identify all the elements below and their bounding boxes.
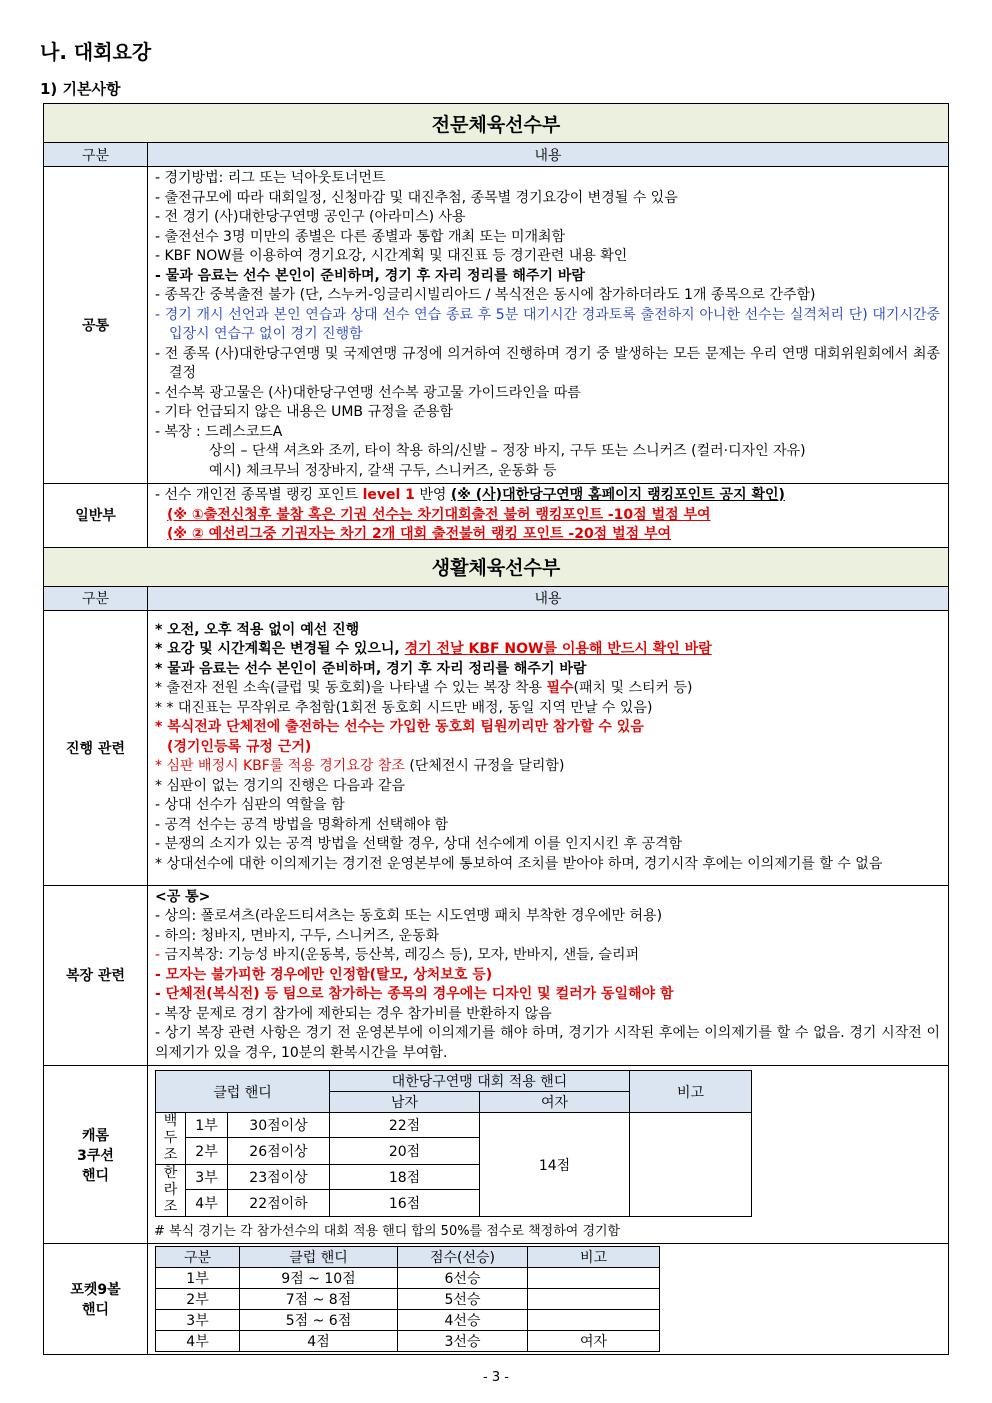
list-item: * 상대선수에 대한 이의제기는 경기전 운영본부에 통보하여 조치를 받아야 하며, 경기시작 후에는 이의제기를 할 수 없음 (155, 855, 883, 872)
list-item: * 복식전과 단체전에 출전하는 선수는 가입한 동호회 팀원끼리만 참가할 수 있음 (155, 719, 644, 736)
table-cell: 22점이하 (228, 1190, 330, 1217)
table-row: 1부 9점 ~ 10점 6선승 (156, 1268, 660, 1289)
carom-female-header: 여자 (480, 1092, 630, 1113)
table-row: 2부 7점 ~ 8점 5선승 (156, 1289, 660, 1310)
life-col-gubun: 구분 (44, 586, 148, 610)
page-number: - 3 - (483, 1370, 509, 1385)
table-cell: 26점이상 (228, 1138, 330, 1165)
list-item: - 상대 선수가 심판의 역할을 함 (155, 797, 345, 814)
list-item: - 모자는 불가피한 경우에만 인정함(탈모, 상처보호 등) (155, 966, 493, 983)
table-cell: 16점 (330, 1190, 480, 1217)
life-dress-content (148, 885, 949, 1066)
table-cell: 2부 (186, 1138, 228, 1165)
pro-col-content: 내용 (148, 143, 949, 167)
carom-label: 캐롬 3쿠션 핸디 (44, 1066, 148, 1244)
list-item: - 전 종목 (사)대한당구연맹 및 국제연맹 규정에 의거하여 진행하며 경기 중 발생하는 모든 문제는 우리 연맹 대회위원회에서 최종 결정 (155, 345, 941, 381)
pro-common-content (148, 167, 949, 484)
table-cell: 1부 (186, 1113, 228, 1138)
list-item: - 선수 개인전 종목별 랭킹 포인트 level 1 반영 (※ (사)대한당구연맹 홈페이지 랭킹포인트 공지 확인) (155, 487, 785, 503)
table-cell: 4부 (186, 1190, 228, 1217)
list-item: * 요강 및 시간계획은 변경될 수 있으니, 경기 전날 KBF NOW를 이용해 반드시 확인 바람 (155, 641, 712, 658)
pro-common-label: 공통 (44, 167, 148, 484)
carom-group-baekdu: 백두조 (156, 1113, 186, 1165)
list-item: - 하의: 청바지, 면바지, 구두, 스니커즈, 운동화 (155, 927, 440, 944)
list-item: - 종목간 중복출전 불가 (단, 스누커-잉글리시빌리아드 / 복식전은 동시에 참가하더라도 1개 종목으로 간주함) (155, 287, 816, 303)
list-item: * 물과 음료는 선수 본인이 준비하며, 경기 후 자리 정리를 해주기 바람 (155, 660, 587, 677)
pocket-label: 포켓9볼 핸디 (44, 1244, 148, 1355)
section-heading: 나. 대회요강 (40, 40, 152, 64)
subsection-heading: 1) 기본사항 (40, 80, 121, 98)
list-item: - 분쟁의 소지가 있는 공격 방법을 선택할 경우, 상대 선수에게 이를 인지시킨 후 공격함 (155, 836, 683, 853)
list-item: * 심판 배정시 KBF룰 적용 경기요강 참조 (단체전시 규정을 달리함) (155, 758, 565, 775)
list-item: - KBF NOW를 이용하여 경기요강, 시간계획 및 대진표 등 경기관련 내용 확인 (155, 248, 628, 264)
list-item: * * 대진표는 무작위로 추첨함(1회전 동호회 시드만 배정, 동일 지역 만날 수 있음) (155, 699, 653, 716)
penalty-note-2: (※ ② 예선리그중 기권자는 차기 2개 대회 출전불허 랭킹 포인트 -20점 벌점 부여 (167, 526, 672, 542)
pocket-header: 구분 (156, 1247, 240, 1268)
pocket-header: 비고 (528, 1247, 660, 1268)
list-item: - 상의: 폴로셔츠(라운드티셔츠는 동호회 또는 시도연맹 패치 부착한 경우에만 허용) (155, 908, 663, 924)
table-row: 3부 5점 ~ 6점 4선승 (156, 1310, 660, 1331)
list-item: - 공격 선수는 공격 방법을 명확하게 선택해야 함 (155, 816, 449, 833)
list-item: - 경기방법: 리그 또는 넉아웃토너먼트 (155, 170, 386, 186)
carom-kbf-handi-header: 대한당구연맹 대회 적용 핸디 (330, 1071, 630, 1092)
carom-male-header: 남자 (330, 1092, 480, 1113)
list-item: - 복장 : 드레스코드A (155, 423, 283, 440)
pocket-header: 점수(선승) (398, 1247, 528, 1268)
list-item: - 금지복장: 기능성 바지(운동복, 등산복, 레깅스 등), 모자, 반바지, 샌들, 슬리퍼 (155, 947, 640, 963)
life-section-title: 생활체육선수부 (44, 547, 949, 586)
list-item: - 출전선수 3명 미만의 종별은 다른 종별과 통합 개최 또는 미개최함 (155, 228, 566, 245)
pro-col-gubun: 구분 (44, 143, 148, 167)
carom-handicap-table (155, 1070, 752, 1217)
pocket-header: 클럽 핸디 (240, 1247, 398, 1268)
carom-club-handi-header: 클럽 핸디 (156, 1071, 330, 1113)
pocket-handicap-table (155, 1246, 660, 1352)
list-item: - 경기 개시 선언과 본인 연습과 상대 선수 연습 종료 후 5분 대기시간 경과토록 출전하지 아니한 선수는 실격처리 단) 대기시간중 입장시 연습구 없이 경기 진행함 (155, 306, 941, 342)
list-item: - 출전규모에 따라 대회일정, 신청마감 및 대진추첨, 종목별 경기요강이 변경될 수 있음 (155, 189, 678, 206)
list-item: - 전 경기 (사)대한당구연맹 공인구 (아라미스) 사용 (155, 209, 466, 225)
list-item: - 상기 복장 관련 사항은 경기 전 운영본부에 이의제기를 해야 하며, 경기가 시작된 후에는 이의제기를 할 수 없음. 경기 시작전 이의제기가 있을 경우, 10분의 환복시간을 부여함. (155, 1025, 941, 1061)
table-cell: 18점 (330, 1165, 480, 1190)
dress-code-example: 예시) 체크무늬 정장바지, 갈색 구두, 스니커즈, 운동화 등 (209, 462, 557, 479)
list-item: - 기타 언급되지 않은 내용은 UMB 규정을 준용함 (155, 404, 454, 420)
list-item: <공 통> (155, 888, 211, 905)
dress-code-top: 상의 – 단색 셔츠와 조끼, 타이 착용 하의/신발 – 정장 바지, 구두 또는 스니커즈 (컬러·디자인 자유) (209, 443, 806, 459)
pro-general-label: 일반부 (44, 484, 148, 548)
table-cell: 23점이상 (228, 1165, 330, 1190)
table-cell: 3부 (186, 1165, 228, 1190)
pro-general-content (148, 484, 949, 548)
list-item: - 복장 문제로 경기 참가에 제한되는 경우 참가비를 반환하지 않음 (155, 1005, 552, 1022)
pro-section-title: 전문체육선수부 (44, 104, 949, 143)
table-row: 4부 4점 3선승 여자 (156, 1331, 660, 1352)
list-item: - 선수복 광고물은 (사)대한당구연맹 선수복 광고물 가이드라인을 따름 (155, 384, 581, 401)
life-dress-label: 복장 관련 (44, 885, 148, 1066)
list-item: * 출전자 전원 소속(클럽 및 동호회)을 나타낼 수 있는 복장 착용 필수(패치 및 스티커 등) (155, 680, 693, 697)
list-item: - 물과 음료는 선수 본인이 준비하며, 경기 후 자리 정리를 해주기 바람 (155, 267, 585, 284)
table-cell: 30점이상 (228, 1113, 330, 1138)
carom-female-value: 14점 (480, 1113, 630, 1217)
list-item: - 단체전(복식전) 등 팀으로 참가하는 종목의 경우에는 디자인 및 컬러가 동일해야 함 (155, 986, 674, 1002)
list-item: * 심판이 없는 경기의 진행은 다음과 같음 (155, 777, 406, 794)
life-col-content: 내용 (148, 586, 949, 610)
penalty-note-1: (※ ①출전신청후 불참 혹은 기권 선수는 차기대회출전 불허 랭킹포인트 -10점 벌점 부여 (167, 506, 711, 523)
carom-group-halla: 한라조 (156, 1165, 186, 1217)
pocket-content (148, 1244, 949, 1355)
carom-content (148, 1066, 949, 1244)
rules-table (43, 103, 949, 1355)
carom-remark-header: 비고 (630, 1071, 752, 1113)
carom-remark-value (630, 1113, 752, 1217)
list-item: (경기인등록 규정 근거) (167, 738, 312, 755)
life-progress-content (148, 610, 949, 885)
list-item: * 오전, 오후 적용 없이 예선 진행 (155, 621, 360, 638)
table-cell: 20점 (330, 1138, 480, 1165)
table-cell: 22점 (330, 1113, 480, 1138)
carom-note: # 복식 경기는 각 참가선수의 대회 적용 핸디 합의 50%를 점수로 책정하여 경기함 (154, 1224, 621, 1239)
life-progress-label: 진행 관련 (44, 610, 148, 885)
